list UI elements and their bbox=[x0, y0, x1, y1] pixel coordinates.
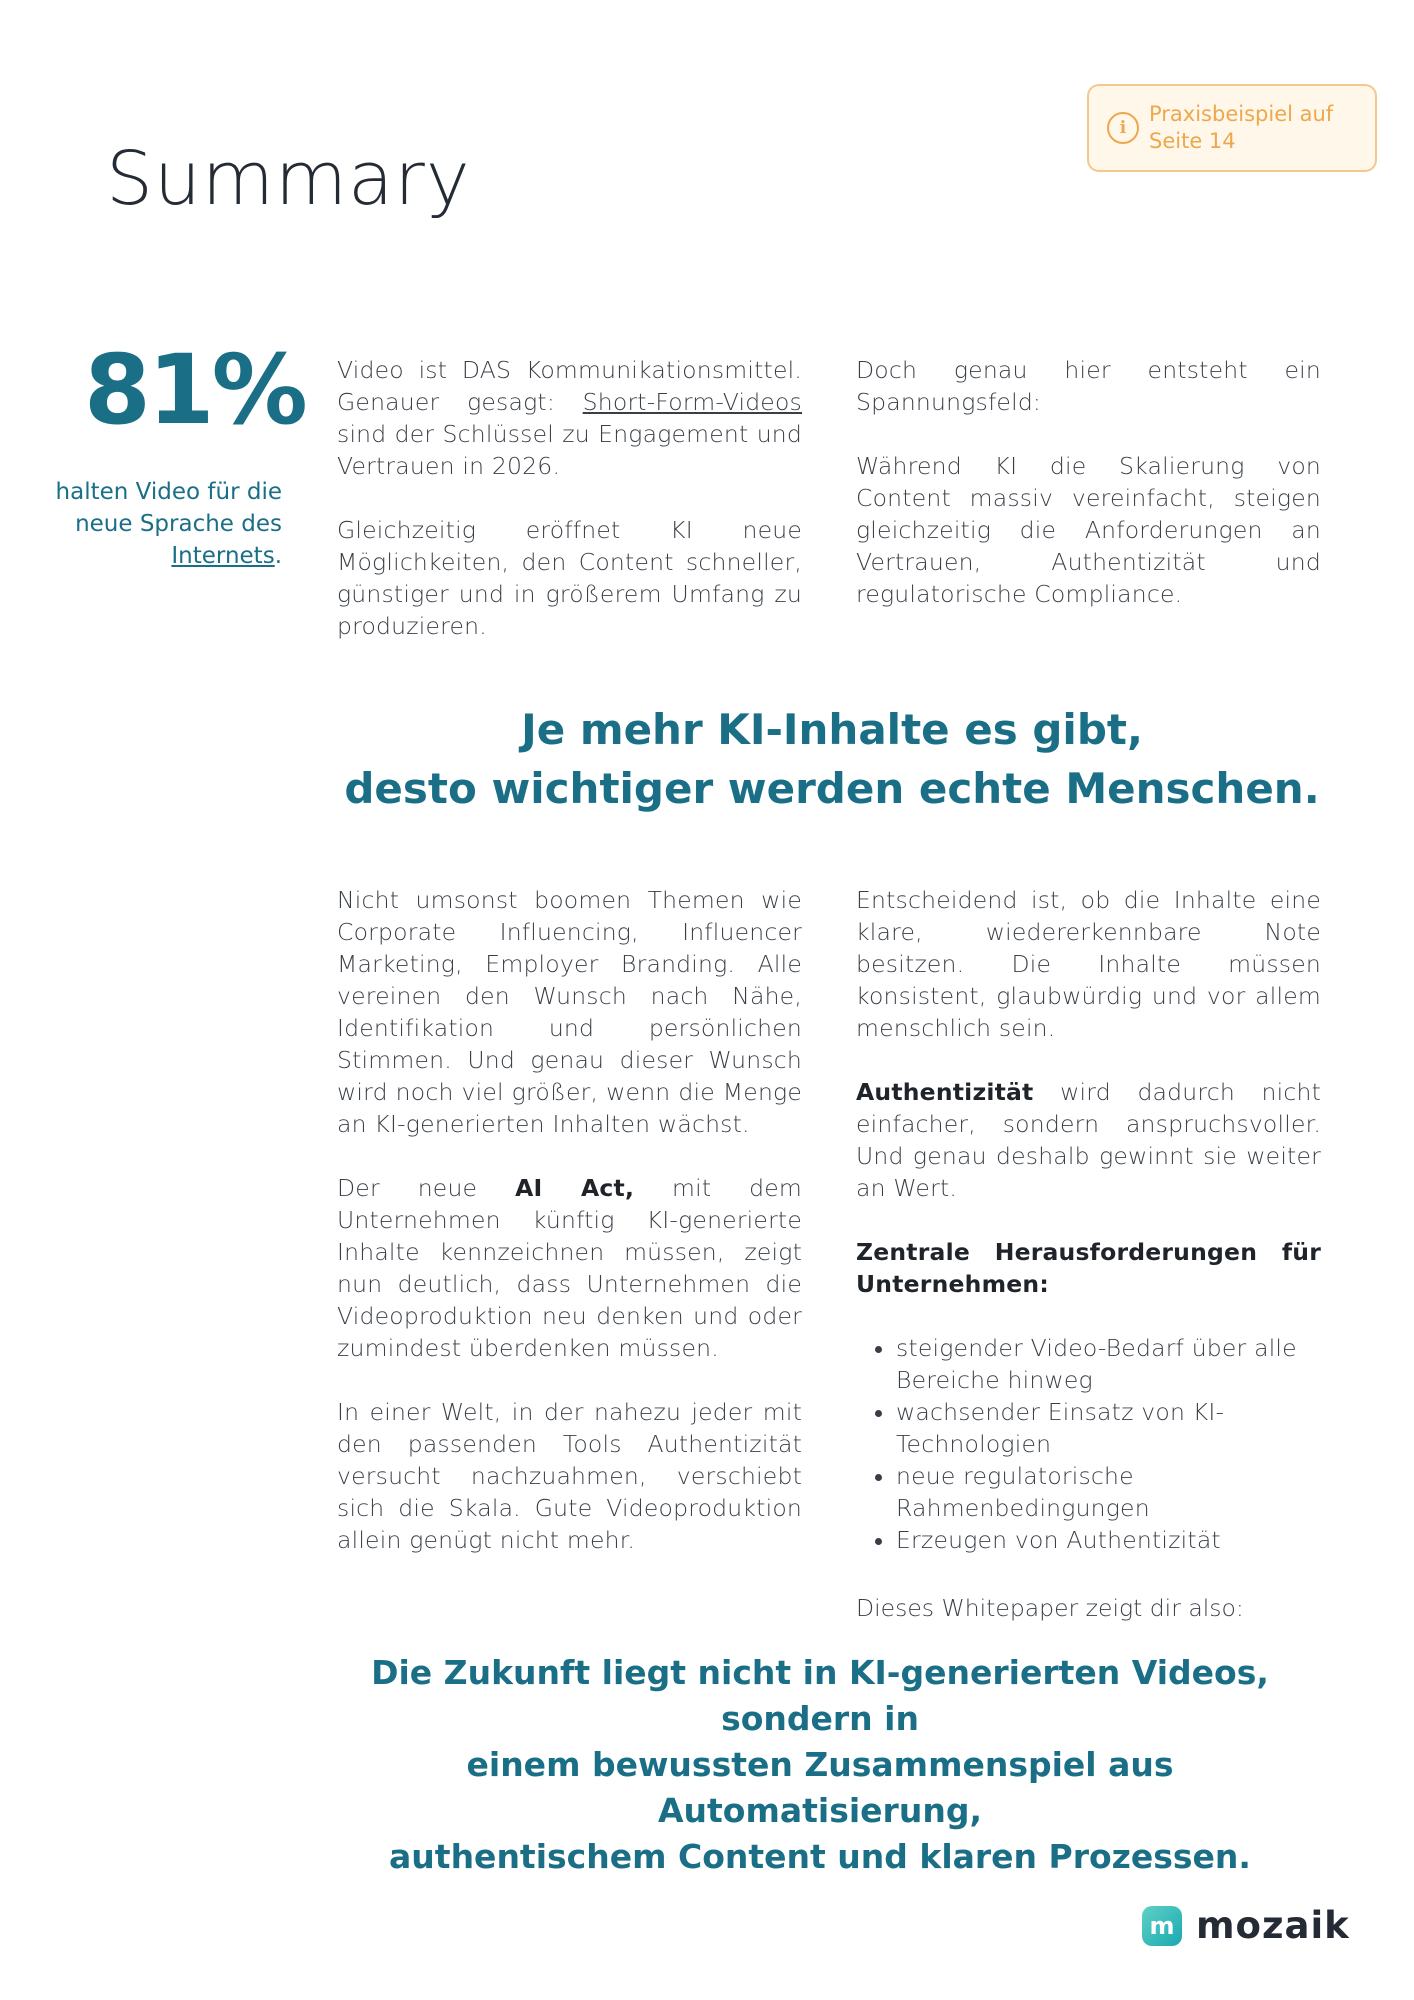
brand-name: mozaik bbox=[1196, 1904, 1350, 1947]
info-icon: i bbox=[1107, 112, 1139, 144]
conclusion-line3: authentischem Content und klaren Prozessen. bbox=[389, 1837, 1251, 1876]
conclusion-line2: einem bewussten Zusammenspiel aus Automatisierung, bbox=[466, 1745, 1174, 1830]
outro-lead: Dieses Whitepaper zeigt dir also: bbox=[856, 1594, 1244, 1622]
list-item: • Erzeugen von Authentizität bbox=[896, 1524, 1321, 1556]
challenges-heading: Zentrale Herausforderungen für Unternehmen: bbox=[856, 1238, 1321, 1298]
body-paragraph-3: In einer Welt, in der nahezu jeder mit den passenden Tools Authentizität versucht nachzuahmen, verschiebt sich die Skala. Gute Videoproduktion allein genügt nicht mehr. bbox=[337, 1398, 802, 1554]
internets-link[interactable]: Internets bbox=[171, 543, 275, 569]
intro-text-a: Video ist DAS Kommunikationsmittel. Genauer gesagt: bbox=[337, 356, 802, 416]
authenticity-text: wird dadurch nicht einfacher, sondern anspruchsvoller. Und genau deshalb gewinnt sie weiter an Wert. bbox=[856, 1078, 1321, 1202]
intro-paragraph-2: Gleichzeitig eröffnet KI neue Möglichkeiten, den Content schneller, günstiger und in größerem Umfang zu produzieren. bbox=[337, 516, 802, 640]
authenticity-emphasis: Authentizität bbox=[856, 1078, 1034, 1106]
badge-text-line2: Seite 14 bbox=[1149, 129, 1236, 153]
conclusion-statement bbox=[300, 1650, 1340, 1880]
mozaik-logo-icon: m bbox=[1142, 1906, 1182, 1946]
stat-caption-line2: neue Sprache des bbox=[75, 511, 282, 537]
practice-example-badge[interactable] bbox=[1087, 84, 1377, 172]
intro-paragraph-1 bbox=[337, 354, 802, 482]
badge-text-line1: Praxisbeispiel auf bbox=[1149, 102, 1334, 126]
tension-paragraph-2: Während KI die Skalierung von Content massiv vereinfacht, steigen gleichzeitig die Anforderungen an Vertrauen, Authentizität und regulatorische Compliance. bbox=[856, 452, 1321, 608]
stat-caption bbox=[40, 476, 282, 572]
body-column-left bbox=[337, 884, 802, 1588]
brand-logo bbox=[1142, 1904, 1350, 1947]
intro-column-left bbox=[337, 354, 802, 674]
tension-paragraph-1: Doch genau hier entsteht ein Spannungsfeld: bbox=[856, 356, 1321, 416]
stat-caption-line1: halten Video für die bbox=[55, 479, 282, 505]
list-item: • wachsender Einsatz von KI-Technologien bbox=[896, 1396, 1321, 1460]
conclusion-line1: Die Zukunft liegt nicht in KI-generierten Videos, sondern in bbox=[371, 1653, 1269, 1738]
pull-quote-line1: Je mehr KI-Inhalte es gibt, bbox=[521, 705, 1143, 754]
body-paragraph-2 bbox=[337, 1172, 802, 1364]
list-item: • steigender Video-Bedarf über alle Bereiche hinweg bbox=[896, 1332, 1321, 1396]
body-paragraph-5 bbox=[856, 1076, 1321, 1204]
ai-act-text-b: mit dem Unternehmen künftig KI-generierte Inhalte kennzeichnen müssen, zeigt nun deutlich, dass Unternehmen die Videoproduktion neu denken und oder zumindest überdenken müssen. bbox=[337, 1174, 802, 1362]
ai-act-emphasis: AI Act, bbox=[515, 1174, 635, 1202]
body-paragraph-1: Nicht umsonst boomen Themen wie Corporate Influencing, Influencer Marketing, Employer Branding. Alle vereinen den Wunsch nach Nähe, Identifikation und persönlichen Stimmen. Und genau dieser Wunsch wird noch viel größer, wenn die Menge an KI-generierten Inhalten wächst. bbox=[337, 886, 802, 1138]
list-item: • neue regulatorische Rahmenbedingungen bbox=[896, 1460, 1321, 1524]
stat-caption-end: . bbox=[274, 543, 282, 569]
short-form-videos-link[interactable]: Short-Form-Videos bbox=[582, 388, 802, 416]
intro-column-right bbox=[856, 354, 1321, 642]
intro-text-b: sind der Schlüssel zu Engagement und Vertrauen in 2026. bbox=[337, 420, 802, 480]
body-column-right bbox=[856, 884, 1321, 1556]
body-paragraph-4: Entscheidend ist, ob die Inhalte eine klare, wiedererkennbare Note besitzen. Die Inhalte müssen konsistent, glaubwürdig und vor allem menschlich sein. bbox=[856, 886, 1321, 1042]
page-title: Summary bbox=[106, 136, 471, 222]
challenges-list bbox=[856, 1332, 1321, 1556]
badge-text bbox=[1149, 101, 1333, 155]
pull-quote bbox=[337, 700, 1327, 818]
pull-quote-line2: desto wichtiger werden echte Menschen. bbox=[344, 764, 1320, 813]
ai-act-text-a: Der neue bbox=[337, 1174, 516, 1202]
stat-value: 81% bbox=[84, 334, 305, 446]
